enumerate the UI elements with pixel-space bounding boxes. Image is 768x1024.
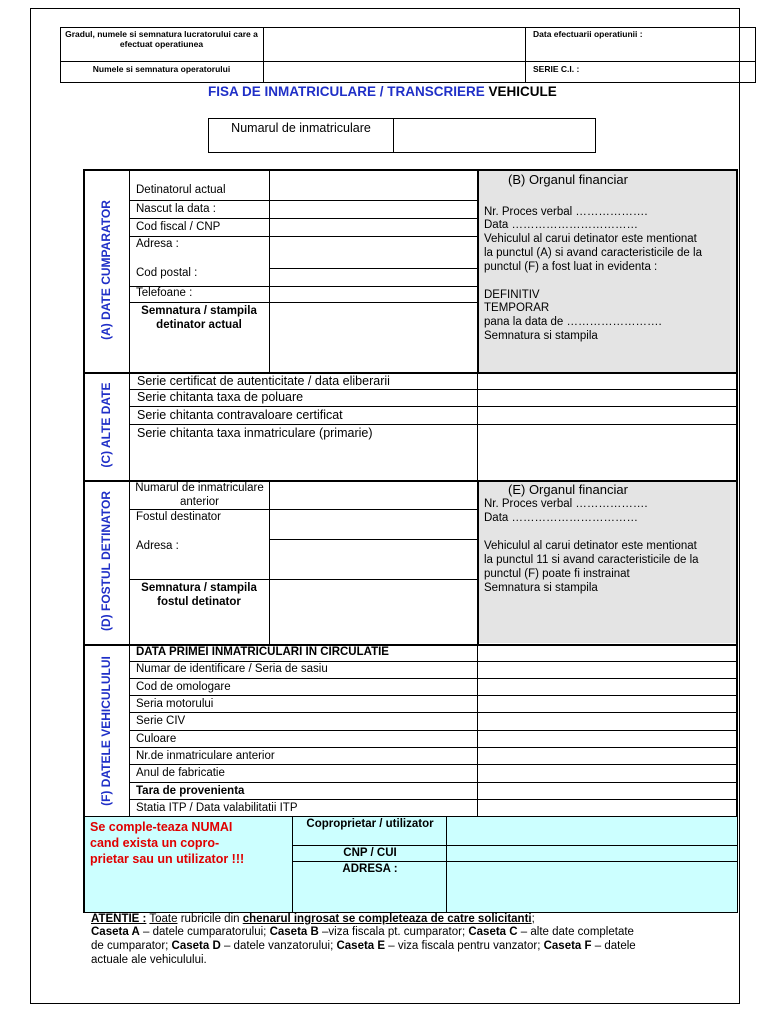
- field-prev-reg: Nr.de inmatriculare anterior: [136, 750, 275, 762]
- page-title: [208, 84, 557, 100]
- section-c-label: (C) ALTE DATE: [99, 382, 113, 468]
- title-blue: FISA DE INMATRICULARE / TRANSCRIERE: [208, 84, 485, 99]
- serie-ci-label: SERIE C.I. :: [533, 64, 580, 74]
- caseta-d-text: – datele vanzatorului;: [220, 940, 337, 952]
- field-birth-date: Nascut la data :: [136, 203, 216, 215]
- coowner-cnp-label: CNP / CUI: [343, 847, 397, 859]
- field-cert-receipt: Serie chitanta contravaloare certificat: [137, 408, 343, 422]
- field-current-owner: Detinatorul actual: [136, 184, 226, 196]
- caseta-a: Caseta A: [91, 926, 140, 938]
- caseta-f-text: – datele: [591, 940, 636, 952]
- reg-number-label: Numarul de inmatriculare: [231, 121, 371, 135]
- caseta-f: Caseta F: [543, 940, 592, 952]
- field-year: Anul de fabricatie: [136, 767, 225, 779]
- section-d-label: (D) FOSTUL DETINATOR: [99, 491, 113, 631]
- section-b-line-3: Vehiculul al carui detinator este mentionat: [484, 233, 697, 245]
- section-b-line-1: Nr. Proces verbal ……………….: [484, 206, 648, 218]
- section-b-temporar: TEMPORAR: [484, 302, 550, 314]
- signature-current-owner: Semnatura / stampila detinator actual: [141, 305, 257, 331]
- section-f-label: (F) DATELE VEHICULULUI: [99, 656, 113, 806]
- section-b-definitiv: DEFINITIV: [484, 289, 540, 301]
- footer-cumparator: de cumparator;: [91, 940, 172, 952]
- footer-line-3: [91, 940, 636, 953]
- footer-chenarul: chenarul ingrosat se completeaza de catre solicitanti: [242, 913, 532, 925]
- field-prev-owner: Fostul destinator: [136, 511, 222, 523]
- section-e-line-3: Vehiculul al carui detinator este mentionat: [484, 540, 697, 552]
- coowner-label: Coproprietar / utilizator: [306, 818, 434, 830]
- section-e-line-5: punctul (F) poate fi instrainat: [484, 568, 630, 580]
- footer-rubricile: rubricile din: [180, 913, 240, 925]
- reg-number-value[interactable]: [396, 121, 592, 149]
- section-b-line-4: la punctul (A) si avand caracteristicile de la: [484, 247, 702, 259]
- section-b-signature: Semnatura si stampila: [484, 330, 598, 342]
- footer-toate: Toate: [149, 913, 178, 925]
- field-prev-address: Adresa :: [136, 540, 179, 552]
- coowner-note-line-1: Se comple-teaza NUMAI: [90, 820, 233, 834]
- field-cert-series: Serie certificat de autenticitate / data eliberarii: [137, 374, 390, 388]
- footer-semicolon: ;: [531, 913, 535, 925]
- section-e-line-1: Nr. Proces verbal ……………….: [484, 498, 648, 510]
- field-prev-reg-number: Numarul de inmatriculare anterior: [135, 482, 264, 508]
- caseta-c-text: – alte date completate: [517, 926, 634, 938]
- field-cnp: Cod fiscal / CNP: [136, 221, 221, 233]
- footer-line-4: actuale ale vehiculului.: [91, 954, 207, 966]
- field-pollution-receipt: Serie chitanta taxa de poluare: [137, 390, 304, 404]
- field-registration-receipt: Serie chitanta taxa inmatriculare (primarie): [137, 426, 373, 440]
- field-vin: Numar de identificare / Seria de sasiu: [136, 663, 328, 675]
- footer-line-1: [91, 913, 535, 926]
- section-a-label: (A) DATE CUMPARATOR: [99, 200, 113, 340]
- footer-line-2: [91, 926, 634, 939]
- caseta-d: Caseta D: [171, 940, 221, 952]
- title-black: VEHICULE: [488, 84, 557, 99]
- section-e-line-4: la punctul 11 si avand caracteristicile de la: [484, 554, 699, 566]
- section-b-line-2: Data ……………………………: [484, 219, 638, 231]
- field-itp: Statia ITP / Data valabilitatii ITP: [136, 802, 298, 814]
- date-label: Data efectuarii operatiunii :: [533, 29, 643, 39]
- field-civ-series: Serie CIV: [136, 715, 186, 727]
- worker-label: Gradul, numele si semnatura lucratorului care a efectuat operatiunea: [65, 29, 258, 49]
- section-b-until-date: pana la data de …………………….: [484, 316, 662, 328]
- section-b-line-5: punctul (F) a fost luat in evidenta :: [484, 261, 658, 273]
- section-e-signature: Semnatura si stampila: [484, 582, 598, 594]
- field-origin-country: Tara de provenienta: [136, 785, 245, 797]
- field-phone: Telefoane :: [136, 287, 193, 299]
- field-postal-code: Cod postal :: [136, 267, 198, 279]
- section-e-line-2: Data ……………………………: [484, 512, 638, 524]
- section-e-title: (E) Organul financiar: [508, 482, 628, 497]
- field-homologation: Cod de omologare: [136, 681, 231, 693]
- caseta-e-text: – viza fiscala pentru vanzator;: [385, 940, 544, 952]
- field-address: Adresa :: [136, 238, 179, 250]
- coowner-note-line-2: cand exista un copro-: [90, 836, 220, 850]
- field-first-registration: DATA PRIMEI INMATRICULARI IN CIRCULATIE: [136, 646, 389, 658]
- field-color: Culoare: [136, 733, 177, 745]
- section-b-title: (B) Organul financiar: [508, 172, 628, 187]
- operator-label: Numele si semnatura operatorului: [92, 64, 231, 74]
- field-engine-series: Seria motorului: [136, 698, 214, 710]
- caseta-b: Caseta B: [269, 926, 319, 938]
- caseta-a-text: – datele cumparatorului;: [139, 926, 270, 938]
- caseta-c: Caseta C: [468, 926, 518, 938]
- caseta-b-text: –viza fiscala pt. cumparator;: [318, 926, 469, 938]
- signature-prev-owner: Semnatura / stampila fostul detinator: [141, 582, 257, 608]
- coowner-note-line-3: prietar sau un utilizator !!!: [90, 852, 245, 866]
- atentie-label: ATENTIE :: [91, 913, 147, 925]
- coowner-address-label: ADRESA :: [342, 863, 398, 875]
- caseta-e: Caseta E: [336, 940, 386, 952]
